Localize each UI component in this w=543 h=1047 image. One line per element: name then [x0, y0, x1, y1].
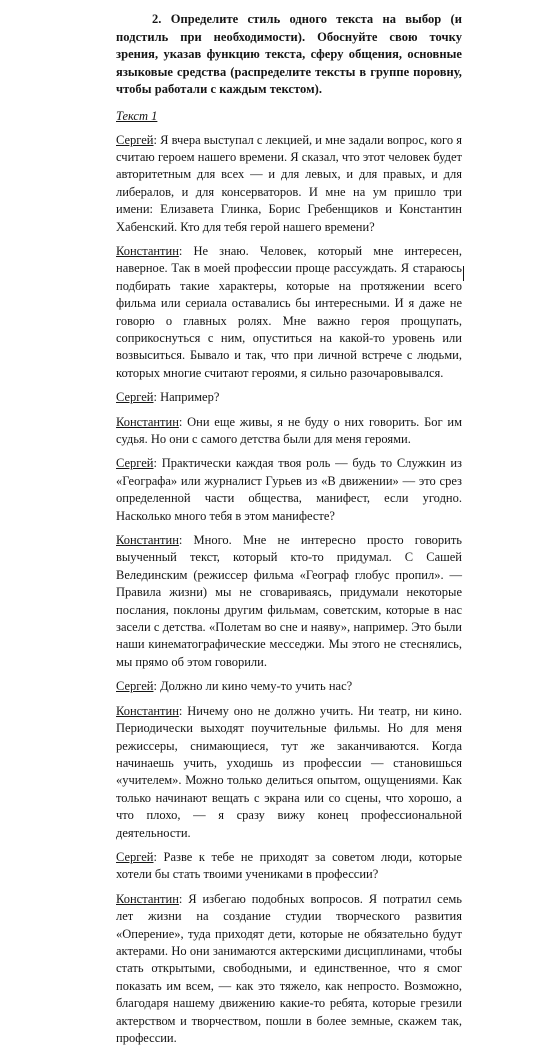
dialogue-text: : Ничему оно не должно учить. Ни театр, ни кино. Периодически выходят поучительные фильмы. Но для меня режиссеры, снимающиеся, тут же заканчиваются. Когда начинаешь учить, уходишь из профессии — становишься «учителем». Можно только делиться опытом, ощущениями. Как только начинают вещать с экрана или со сцены, что хорошо, а что плохо, — я сразу вижу конец профессиональной деятельности.: [116, 703, 462, 840]
dialogue-paragraph-5: [116, 455, 462, 525]
dialogue-text: : Практически каждая твоя роль — будь то Служкин из «Географа» или журналист Гурьев из «В движении» — это срез определенной части общества, манифест, если угодно. Насколько много тебя в этом манифесте?: [116, 456, 462, 523]
text-title-label: Текст 1: [116, 108, 158, 123]
speaker-name: Сергей: [116, 849, 154, 864]
dialogue-text: : Я избегаю подобных вопросов. Я потратил семь лет жизни на создание студии творческого развития «Оперение», туда приходят дети, которые не обязательно будут актерами. Но они занимаются актерскими дисциплинами, чтобы стать открытыми, свободными, и единственное, что я смог показать им всем, — как это тяжело, как непросто. Возможно, благодаря нашему движению какие-то ребята, которые грезили актерством и творчеством, пошли в более земные, скажем так, профессии.: [116, 891, 462, 1045]
speaker-name: Сергей: [116, 132, 154, 147]
dialogue-paragraph-8: [116, 703, 462, 842]
dialogue-text: : Много. Мне не интересно просто говорить выученный текст, который кто-то придумал. С Сашей Велединским (режиссер фильма «Географ глобус пропил». — Правила жизни) мы не сговариваясь, придумали некоторые послания, поклоны другим фильмам, советским, которые в нас засели с детства. «Полетам во сне и наяву», например. Это были наши кинематографические месседжи. Мы этого не стеснялись, мы прямо об этом говорили.: [116, 533, 462, 669]
dialogue-paragraph-10: [116, 891, 462, 1047]
dialogue-paragraph-2: [116, 243, 462, 382]
speaker-name: Константин: [116, 243, 179, 258]
dialogue-paragraph-6: [116, 532, 462, 671]
dialogue-text: : Должно ли кино чему-то учить нас?: [153, 679, 353, 694]
dialogue-paragraph-3: [116, 389, 462, 406]
dialogue-paragraph-1: [116, 132, 462, 236]
dialogue-text: : Я вчера выступал с лекцией, и мне задали вопрос, кого я считаю героем нашего времени. Я сказал, что этот человек будет авторитетным для всех — и для левых, и для правых, и для либералов, и для консерваторов. И мне на ум пришло три имени: Елизавета Глинка, Борис Гребенщиков и Константин Хабенский. Кто для тебя герой нашего времени?: [116, 132, 462, 234]
dialogue-text: : Разве к тебе не приходят за советом люди, которые хотели бы стать твоими учениками в профессии?: [116, 849, 462, 882]
speaker-name: Сергей: [116, 390, 154, 405]
text-cursor: [463, 266, 464, 281]
dialogue-text: : Они еще живы, я не буду о них говорить. Бог им судья. Но они с самого детства были для меня героями.: [116, 414, 462, 446]
speaker-name: Сергей: [116, 456, 154, 471]
task-instructions: 2. Определите стиль одного текста на выбор (и подстиль при необходимости). Обоснуйте свою точку зрения, указав функцию текста, сферу общения, основные языковые средства (распределите тексты в группе поровну, чтобы работали с каждым текстом).: [116, 12, 462, 96]
speaker-name: Константин: [116, 891, 179, 906]
dialogue-paragraph-7: [116, 678, 462, 695]
speaker-name: Константин: [116, 703, 179, 718]
dialogue-paragraph-9: [116, 849, 462, 884]
text-title: [116, 108, 462, 125]
speaker-name: Константин: [116, 414, 179, 429]
document-content: [116, 11, 462, 1047]
speaker-name: Константин: [116, 533, 179, 548]
dialogue-paragraph-4: [116, 414, 462, 449]
dialogue-text: : Например?: [153, 390, 220, 405]
speaker-name: Сергей: [116, 679, 154, 694]
dialogue-text: : Не знаю. Человек, который мне интересен, наверное. Так в моей профессии проще рассуждать. Я стараюсь подбирать такие характеры, которые на протяжении всего фильма или сериала оставались бы интересными. И я даже не говорю о главных ролях. Мне важно героя прощупать, соприкоснуться с ним, опуститься на какой-то уровень или возвыситься. Бывало и так, что при личной встрече с людьми, которых многие считают героями, я сильно разочаровывался.: [116, 243, 462, 380]
